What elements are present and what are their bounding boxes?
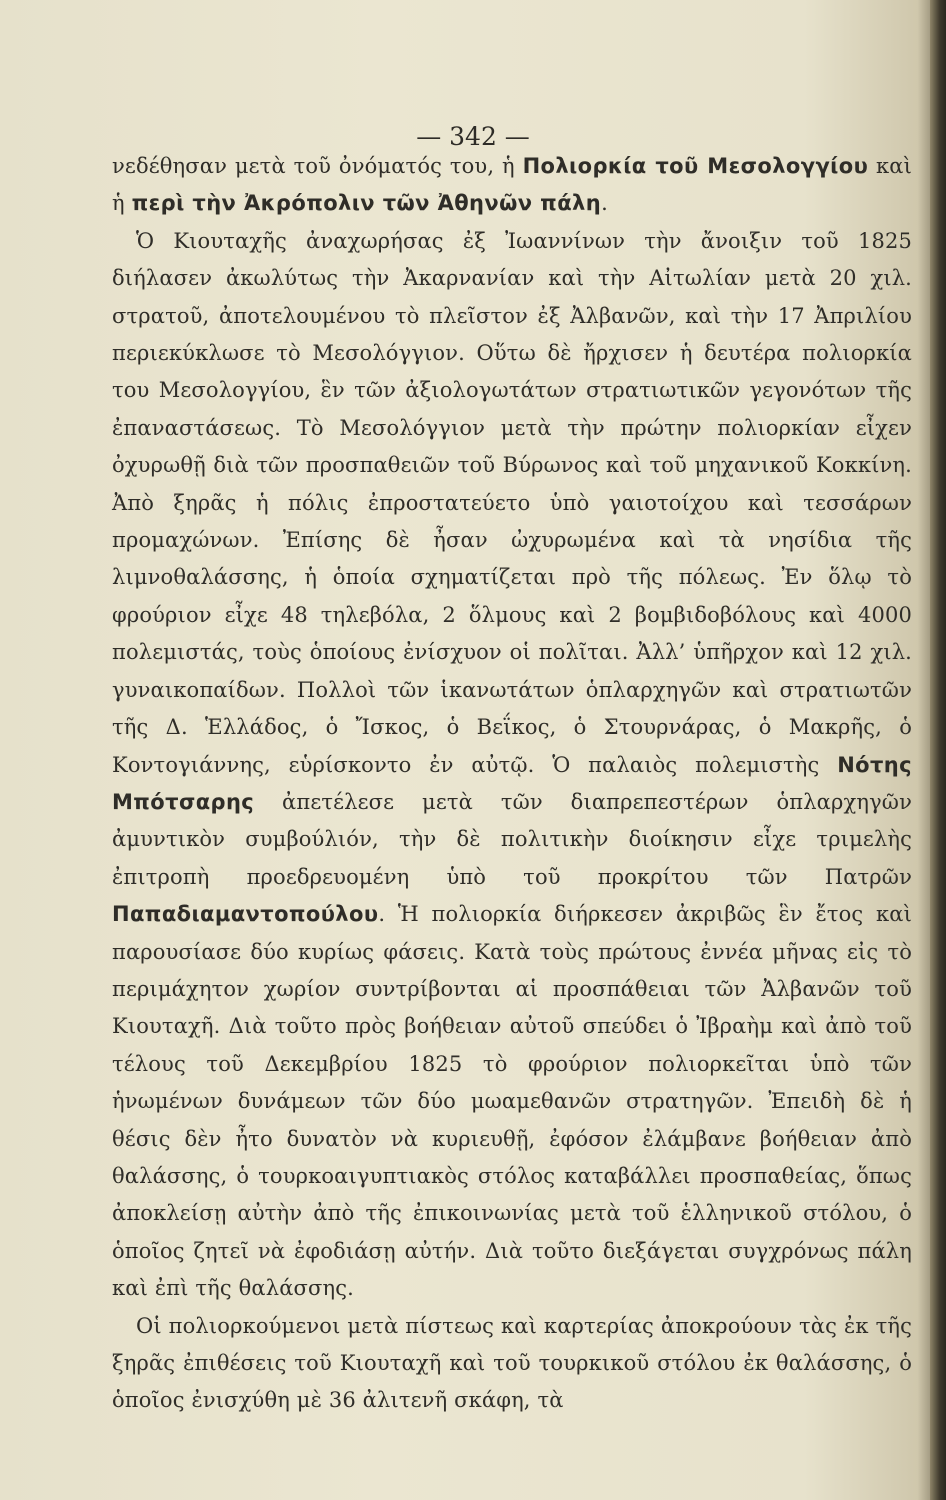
body-text [112, 148, 912, 1420]
page-number: — 342 — [416, 122, 530, 151]
paragraph [112, 148, 912, 223]
text-run: . Ἡ πολιορκία διήρκεσεν ἀκριβῶς ἓν ἔτος καὶ παρουσίασε δύο κυρίως φάσεις. Κατὰ τοὺς πρώτους ἐννέα μῆνας εἰς τὸ περιμάχητον χωρίον συντρίβονται αἱ προσπάθειαι τῶν Ἀλβανῶν τοῦ Κιουταχῆ. Διὰ τοῦτο πρὸς βοήθειαν αὐτοῦ σπεύδει ὁ Ἰβραὴμ καὶ ἀπὸ τοῦ τέλους τοῦ Δεκεμβρίου 1825 τὸ φρούριον πολιορκεῖται ὑπὸ τῶν ἡνωμένων δυνάμεων τῶν δύο μωαμεθανῶν στρατηγῶν. Ἐπειδὴ δὲ ἡ θέσις δὲν ἦτο δυνατὸν νὰ κυριευθῇ, ἐφόσον ἐλάμβανε βοήθειαν ἀπὸ θαλάσσης, ὁ τουρκοαιγυπτιακὸς στόλος καταβάλλει προσπαθείας, ὅπως ἀποκλείσῃ αὐτὴν ἀπὸ τῆς ἐπικοινωνίας μετὰ τοῦ ἑλληνικοῦ στόλου, ὁ ὁποῖος ζητεῖ νὰ ἐφοδιάσῃ αὐτήν. Διὰ τοῦτο διεξάγεται συγχρόνως πάλη καὶ ἐπὶ τῆς θαλάσσης. [112, 902, 912, 1301]
paragraph [112, 1308, 912, 1420]
text-run: Ὁ Κιουταχῆς ἀναχωρήσας ἐξ Ἰωαννίνων τὴν ἄνοιξιν τοῦ 1825 διήλασεν ἀκωλύτως τὴν Ἀκαρνανίαν καὶ τὴν Αἰτωλίαν μετὰ 20 χιλ. στρατοῦ, ἀποτελουμένου τὸ πλεῖστον ἐξ Ἀλβανῶν, καὶ τὴν 17 Ἀπριλίου περιεκύκλωσε τὸ Μεσολόγγιον. Οὕτω δὲ ἤρχισεν ἡ δευτέρα πολιορκία του Μεσολογγίου, ἓν τῶν ἀξιολογωτάτων στρατιωτικῶν γεγονότων τῆς ἐπαναστάσεως. Τὸ Μεσολόγγιον μετὰ τὴν πρώτην πολιορκίαν εἶχεν ὀχυρωθῇ διὰ τῶν προσπαθειῶν τοῦ Βύρωνος καὶ τοῦ μηχανικοῦ Κοκκίνη. Ἀπὸ ξηρᾶς ἡ πόλις ἐπροστατεύετο ὑπὸ γαιοτοίχου καὶ τεσσάρων προμαχώνων. Ἐπίσης δὲ ἦσαν ὠχυρωμένα καὶ τὰ νησίδια τῆς λιμνοθαλάσσης, ἡ ὁποία σχηματίζεται πρὸ τῆς πόλεως. Ἐν ὅλῳ τὸ φρούριον εἶχε 48 τηλεβόλα, 2 ὅλμους καὶ 2 βομβιδοβόλους καὶ 4000 πολεμιστάς, τοὺς ὁποίους ἐνίσχυον οἱ πολῖται. Ἀλλ’ ὑπῆρχον καὶ 12 χιλ. γυναικοπαίδων. Πολλοὶ τῶν ἱκανωτάτων ὁπλαρχηγῶν καὶ στρατιωτῶν τῆς Δ. Ἑλλάδος, ὁ Ἴσκος, ὁ Βεΐκος, ὁ Στουρνάρας, ὁ Μακρῆς, ὁ Κοντογιάννης, εὑρίσκοντο ἐν αὐτῷ. Ὁ παλαιὸς πολεμιστὴς [112, 228, 912, 777]
bold-term: Παπαδιαμαντοπούλου [112, 902, 379, 927]
bold-term: περὶ τὴν Ἀκρόπολιν τῶν Ἀθηνῶν πάλη [131, 191, 602, 216]
bold-term: Νότης Μπότσαρης [112, 752, 912, 814]
bold-term: Πολιορκία τοῦ Μεσολογγίου [522, 154, 869, 178]
text-run: Οἱ πολιορκούμενοι μετὰ πίστεως καὶ καρτερίας ἀποκρούουν τὰς ἐκ τῆς ξηρᾶς ἐπιθέσεις τοῦ Κιουταχῆ καὶ τοῦ τουρκικοῦ στόλου ἐκ θαλάσσης, ὁ ὁποῖος ἐνισχύθη μὲ 36 ἀλιτενῆ σκάφη, τὰ [112, 1313, 912, 1413]
text-run: νεδέθησαν μετὰ τοῦ ὀνόματός του, ἡ [112, 154, 523, 178]
page-edge-shadow [930, 0, 946, 1500]
text-run: . [601, 191, 608, 216]
text-run: καὶ ἡ [112, 154, 912, 216]
text-run: ἀπετέλεσε μετὰ τῶν διαπρεπεστέρων ὁπλαρχηγῶν ἀμυντικὸν συμβούλιόν, τὴν δὲ πολιτικὴν διοίκησιν εἶχε τριμελὴς ἐπιτροπὴ προεδρευομένη ὑπὸ τοῦ προκρίτου τῶν Πατρῶν [112, 789, 912, 889]
paragraph [112, 223, 912, 1308]
